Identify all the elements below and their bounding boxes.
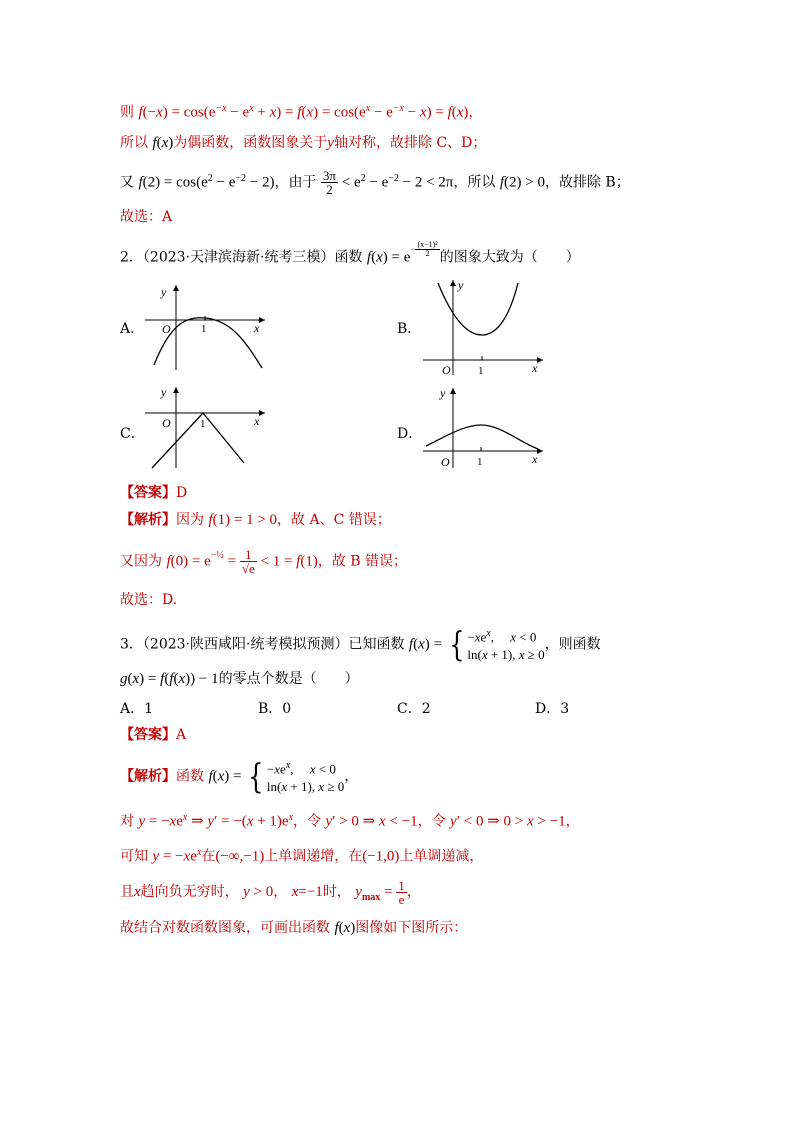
sol1-line1: 则 $f(-x) = \cos(e^{-x} - e^x + x) = f(x) = \cos(e^x - e^{-x} - x) = f(x)$， (120, 103, 483, 121)
option-d-x-label: x (532, 452, 538, 466)
option-c-x-label: x (254, 414, 260, 428)
option-a-y-label: y (161, 285, 167, 299)
sol1-line1-math: f (138, 104, 143, 121)
option-a-graph (140, 280, 270, 375)
option-a-label: A． (120, 321, 145, 337)
q3-analysis-1: 【解析】函数 f(x) = { $-xe^x$, x < 0 ln(x + 1), x ≥ 0 ， (120, 756, 359, 797)
q2-analysis-2: 又因为 $f(0) = e^{-\frac{1}{2}}$ = $\frac{1}{√e}$ < 1 = f(1)，故 B 错误； (120, 547, 408, 577)
q2-stem: 2．（2023·天津滨海新·统考三模）函数 $f(x) = e^{- \frac{\text{(x−1)²}}{2}}$ 的图象大致为（ ） (120, 240, 580, 266)
option-d-graph (418, 383, 548, 473)
q3-analysis-3: 可知 $y = -xe^x$在(−∞,−1)上单调递增，在(−1,0)上单调递减， (120, 847, 484, 865)
q2-answer: 【答案】D (120, 485, 188, 501)
q3-analysis-4: 且x趋向负无穷时， y > 0， x=−1时， $y_{max}$ = $\frac{1}{e}$ ， (120, 877, 421, 907)
q3-stem-2: g(x) = f(f(x)) − 1的零点个数是（ ） (120, 671, 359, 687)
option-d-origin: O (441, 455, 450, 469)
option-b-graph (418, 275, 548, 380)
q3-choice-d: D．3 (535, 701, 570, 717)
option-c-label: C． (120, 426, 145, 442)
sol1-line2: 所以 f(x)为偶函数，函数图象关于y轴对称，故排除 C、D； (120, 135, 487, 151)
sol1-choice: 故选：A (120, 209, 173, 225)
option-b-tick: 1 (478, 365, 484, 377)
option-a-x-label: x (254, 321, 260, 335)
option-b-origin: O (442, 363, 451, 377)
option-d-label: D． (397, 426, 423, 442)
option-a-tick: 1 (201, 323, 207, 335)
q2-analysis-1: 【解析】因为 f(1) = 1 > 0，故 A、C 错误； (120, 512, 391, 528)
q3-choice-a: A．1 (120, 701, 154, 717)
option-d-y-label: y (440, 386, 446, 400)
option-c-tick: 1 (200, 418, 206, 430)
q3-stem-1: 3．（2023·陕西咸阳·统考模拟预测）已知函数 f(x) = { $-xe^x$, x < 0 ln(x + 1), x ≥ 0 ，则函数 (120, 624, 601, 665)
sol1-line3: 又 $f(2) = \cos(e^2 - e^{-2} - 2)$，由于 $\frac{3\pi}{2}$ < $e^2 - e^{-2} - 2 < 2\pi$，所以 f(2) > 0，故排除 B； (120, 168, 630, 198)
option-b-label: B． (397, 321, 422, 337)
option-c-origin: O (162, 416, 171, 430)
q3-analysis-2: 对 $y = -xe^x$ ⇒ $y' = -(x + 1)e^x$，令 y′ > 0 ⇒ x < −1，令 y′ < 0 ⇒ 0 > x > −1， (120, 812, 580, 830)
option-d-tick: 1 (477, 456, 483, 468)
option-c-y-label: y (161, 385, 167, 399)
q3-answer: 【答案】A (120, 727, 187, 743)
q3-analysis-5: 故结合对数函数图象，可画出函数 f(x)图像如下图所示： (120, 920, 468, 936)
option-b-y-label: y (458, 278, 464, 292)
q3-choice-c: C．2 (397, 701, 431, 717)
q2-choice: 故选：D. (120, 592, 178, 608)
sol1-line1-prefix: 则 (120, 104, 134, 121)
option-c-graph (140, 383, 270, 478)
option-a-origin: O (162, 322, 171, 336)
q3-choice-b: B．0 (258, 701, 292, 717)
option-b-x-label: x (532, 361, 538, 375)
